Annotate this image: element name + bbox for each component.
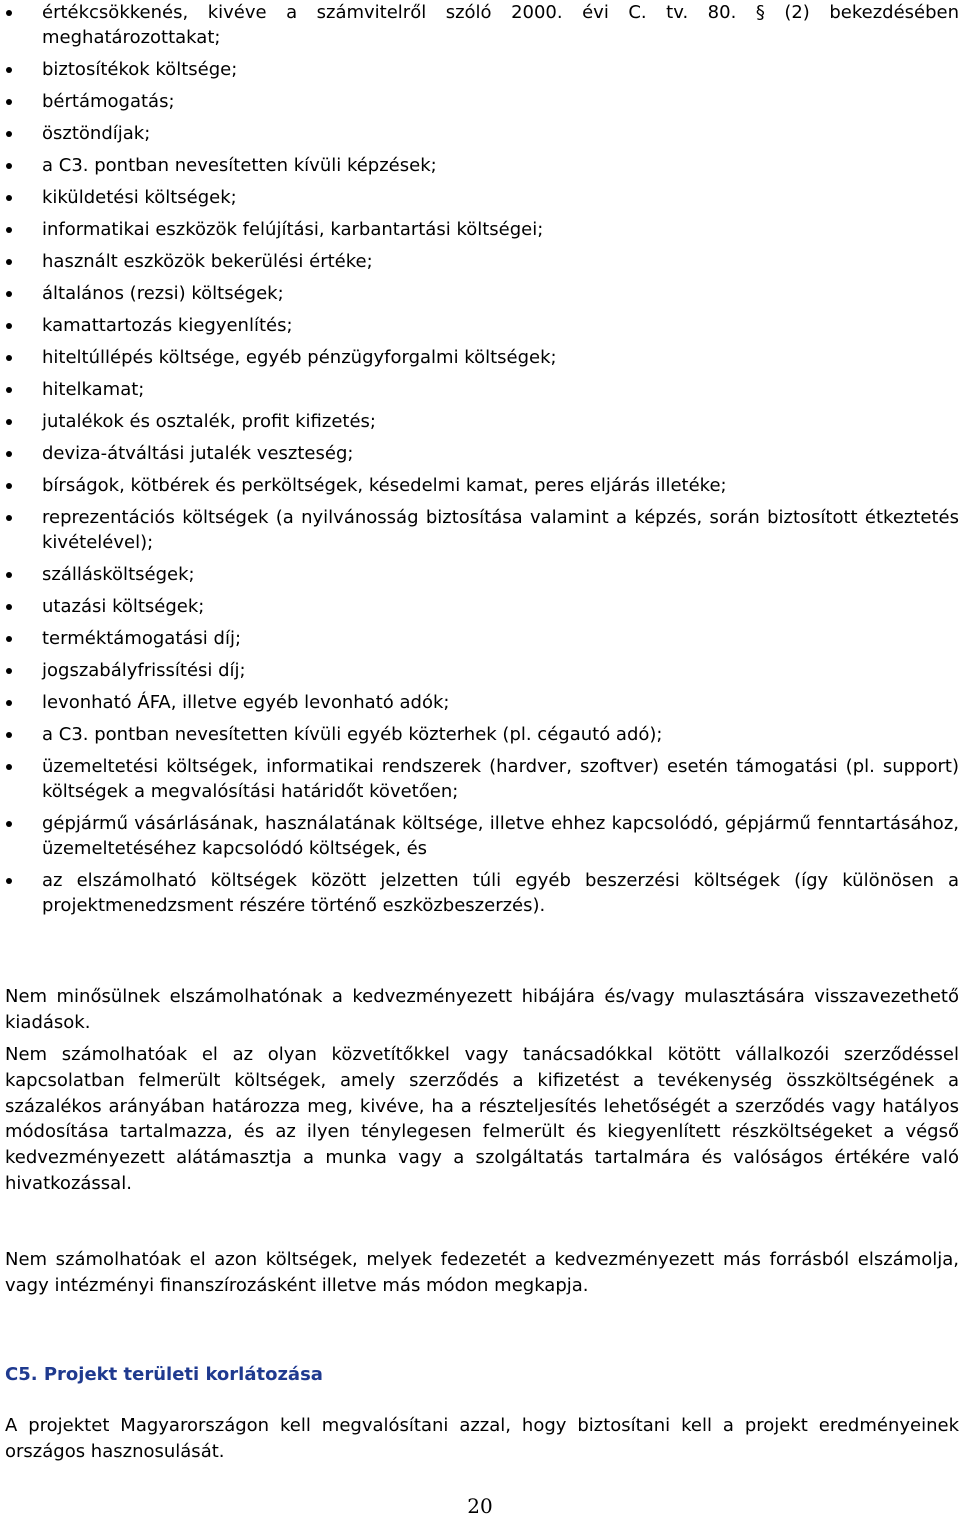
list-item: levonható ÁFA, illetve egyéb levonható adók; xyxy=(0,690,960,715)
list-item: reprezentációs költségek (a nyilvánosság biztosítása valamint a képzés, során biztosított étkeztetés kivételével); xyxy=(0,505,960,555)
section-body: A projektet Magyarországon kell megvalósítani azzal, hogy biztosítani kell a projekt eredményeinek országos hasznosulását. xyxy=(5,1415,959,1462)
section-title: Projekt területi korlátozása xyxy=(43,1364,323,1385)
list-item: bértámogatás; xyxy=(0,89,960,114)
list-item: használt eszközök bekerülési értéke; xyxy=(0,249,960,274)
list-item: ösztöndíjak; xyxy=(0,121,960,146)
list-item: deviza-átváltási jutalék veszteség; xyxy=(0,441,960,466)
list-item: informatikai eszközök felújítási, karbantartási költségei; xyxy=(0,217,960,242)
list-item: a C3. pontban nevesítetten kívüli egyéb közterhek (pl. cégautó adó); xyxy=(0,722,960,747)
paragraph-fault-costs: Nem minősülnek elszámolhatónak a kedvezményezett hibájára és/vagy mulasztására visszavezethető kiadások. xyxy=(5,986,959,1033)
list-item: bírságok, kötbérek és perköltségek, késedelmi kamat, peres eljárás illetéke; xyxy=(0,473,960,498)
list-item: a C3. pontban nevesítetten kívüli képzések; xyxy=(0,153,960,178)
paragraph-double-funding: Nem számolhatóak el azon költségek, melyek fedezetét a kedvezményezett más forrásból elszámolja, vagy intézményi finanszírozásként illetve más módon megkapja. xyxy=(5,1249,959,1296)
list-item: értékcsökkenés, kivéve a számvitelről szóló 2000. évi C. tv. 80. § (2) bekezdésében meghatározottakat; xyxy=(0,0,960,50)
list-item: kiküldetési költségek; xyxy=(0,185,960,210)
list-item: szállásköltségek; xyxy=(0,562,960,587)
list-item: hiteltúllépés költsége, egyéb pénzügyforgalmi költségek; xyxy=(0,345,960,370)
list-item: biztosítékok költsége; xyxy=(0,57,960,82)
list-item: utazási költségek; xyxy=(0,594,960,619)
list-item: az elszámolható költségek között jelzetten túli egyéb beszerzési költségek (így különösen a projektmenedzsment részére történő eszközbeszerzés). xyxy=(0,868,960,918)
section-heading xyxy=(5,1362,323,1388)
list-item: jutalékok és osztalék, profit kifizetés; xyxy=(0,409,960,434)
paragraph-intermediary-costs: Nem számolhatóak el az olyan közvetítőkkel vagy tanácsadókkal kötött vállalkozói szerződéssel kapcsolatban felmerült költségek, amely szerződés a kifizetést a tevékenység összköltségének a százalékos arányában határozza meg, kivéve, ha a részteljesítés lehetőségét a szerződés vagy hatályos módosítása tartalmazza, és az ilyen ténylegesen felmerült és kiegyenlített részköltségeket a végső kedvezményezett alátámasztja a munka vagy a szolgáltatás tartalmára és valóságos értékére való hivatkozással. xyxy=(5,1044,959,1194)
list-item: üzemeltetési költségek, informatikai rendszerek (hardver, szoftver) esetén támogatási (pl. support) költségek a megvalósítási határidőt követően; xyxy=(0,754,960,804)
list-item: kamattartozás kiegyenlítés; xyxy=(0,313,960,338)
page-number: 20 xyxy=(467,1494,493,1518)
list-item: általános (rezsi) költségek; xyxy=(0,281,960,306)
list-item: gépjármű vásárlásának, használatának költsége, illetve ehhez kapcsolódó, gépjármű fenntartásához, üzemeltetéséhez kapcsolódó költségek, és xyxy=(0,811,960,861)
list-item: terméktámogatási díj; xyxy=(0,626,960,651)
list-item: hitelkamat; xyxy=(0,377,960,402)
list-item: jogszabályfrissítési díj; xyxy=(0,658,960,683)
section-number: C5. xyxy=(5,1364,38,1385)
